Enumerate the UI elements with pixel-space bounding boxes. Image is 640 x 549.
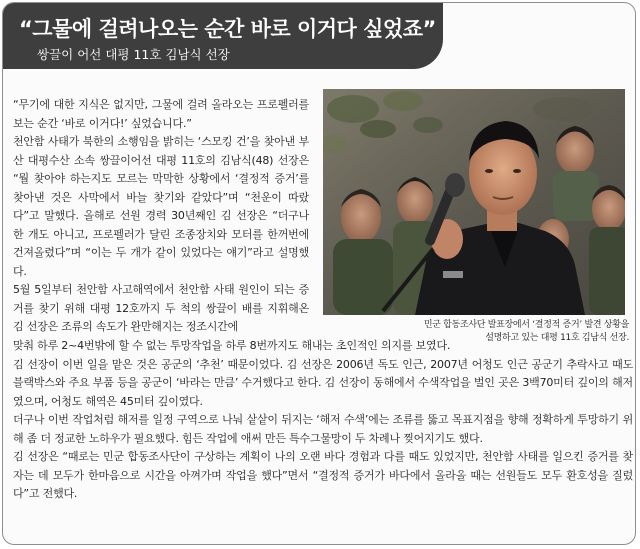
paragraph: 5월 5일부터 천안함 사고해역에서 천안함 사태 원인이 되는 증거를 찾기 위해 대평 12호까지 두 척의 쌍끌이 배를 지휘해온 김 선장은 조류의 속도가 완만해지는 정조시간에 xyxy=(13,283,309,333)
paragraph: 더구나 이번 작업처럼 해저를 일정 구역으로 나눠 샅샅이 뒤지는 ‘해저 수색’에는 조류를 뚫고 목표지점을 향해 정확하게 투망하기 위해 좀 더 정교한 노하우가 필요했다. 힘든 작업에 애써 만든 특수그물망이 두 차례나 찢어지기도 했다. xyxy=(13,413,633,445)
subheadline: 쌍끌이 어선 대평 11호 김남식 선장 xyxy=(37,47,230,62)
paragraph: 천안함 사태가 북한의 소행임을 밝히는 ‘스모킹 건’을 찾아낸 부산 대평수산 소속 쌍끌이어선 대평 11호의 김남식(48) 선장은 “뭘 찾아야 하는지도 모르는 막막한 상황에서 ‘결정적 증거’를 찾아낸 것은 사막에서 바늘 찾기와 같았다”며 “천운이 따랐다”고 말했다. 올해로 선원 경력 30년째인 김 선장은 “더구나 한 개도 아니고, 프로펠러가 달린 조종장치와 모터를 한꺼번에 건져올렸다”며 “이는 두 개가 같이 있었다는 얘기”라고 설명했다. xyxy=(13,135,309,278)
article-body-full xyxy=(13,337,633,504)
paragraph: “무기에 대한 지식은 없지만, 그물에 걸려 올라오는 프로펠러를 보는 순간 ‘바로 이거다!’ 싶었습니다.” xyxy=(13,98,309,130)
caption-line: 민군 합동조사단 발표장에서 ‘결정적 증거’ 발견 상황을 xyxy=(423,320,629,330)
captain-photo-illustration xyxy=(323,89,625,315)
paragraph: 김 선장이 이번 일을 맡은 것은 공군의 ‘추천’ 때문이었다. 김 선장은 2006년 독도 인근, 2007년 어청도 인근 공군기 추락사고 때도 블랙박스와 주요 부품 등을 공군이 ‘바라는 만큼’ 수거했다고 한다. 김 선장이 동해에서 수색작업을 벌인 곳은 3백70미터 깊이의 해저였으며, 어청도 해역은 45미터 깊이였다. xyxy=(13,357,633,408)
headline: “그물에 걸려나오는 순간 바로 이거다 싶었죠” xyxy=(19,17,436,41)
caption-line: 설명하고 있는 대평 11호 김남식 선장. xyxy=(485,333,629,343)
paragraph: 김 선장은 “때로는 민군 합동조사단이 구상하는 계획이 나의 오랜 바다 경험과 다를 때도 있었지만, 천안함 사태를 일으킨 증거를 찾자는 데 모두가 한마음으로 시간을 아껴가며 작업을 했다”면서 “결정적 증거가 바다에서 올라올 때는 선원들도 모두 환호성을 질렀다”고 전했다. xyxy=(13,450,633,500)
headline-banner xyxy=(3,3,443,69)
article-card xyxy=(2,2,636,545)
captain-photo xyxy=(323,89,625,315)
paragraph: 맞춰 하루 2~4번밖에 할 수 없는 투망작업을 하루 8번까지도 해내는 초인적인 의지를 보였다. xyxy=(13,339,451,352)
article-body-column xyxy=(13,96,309,337)
